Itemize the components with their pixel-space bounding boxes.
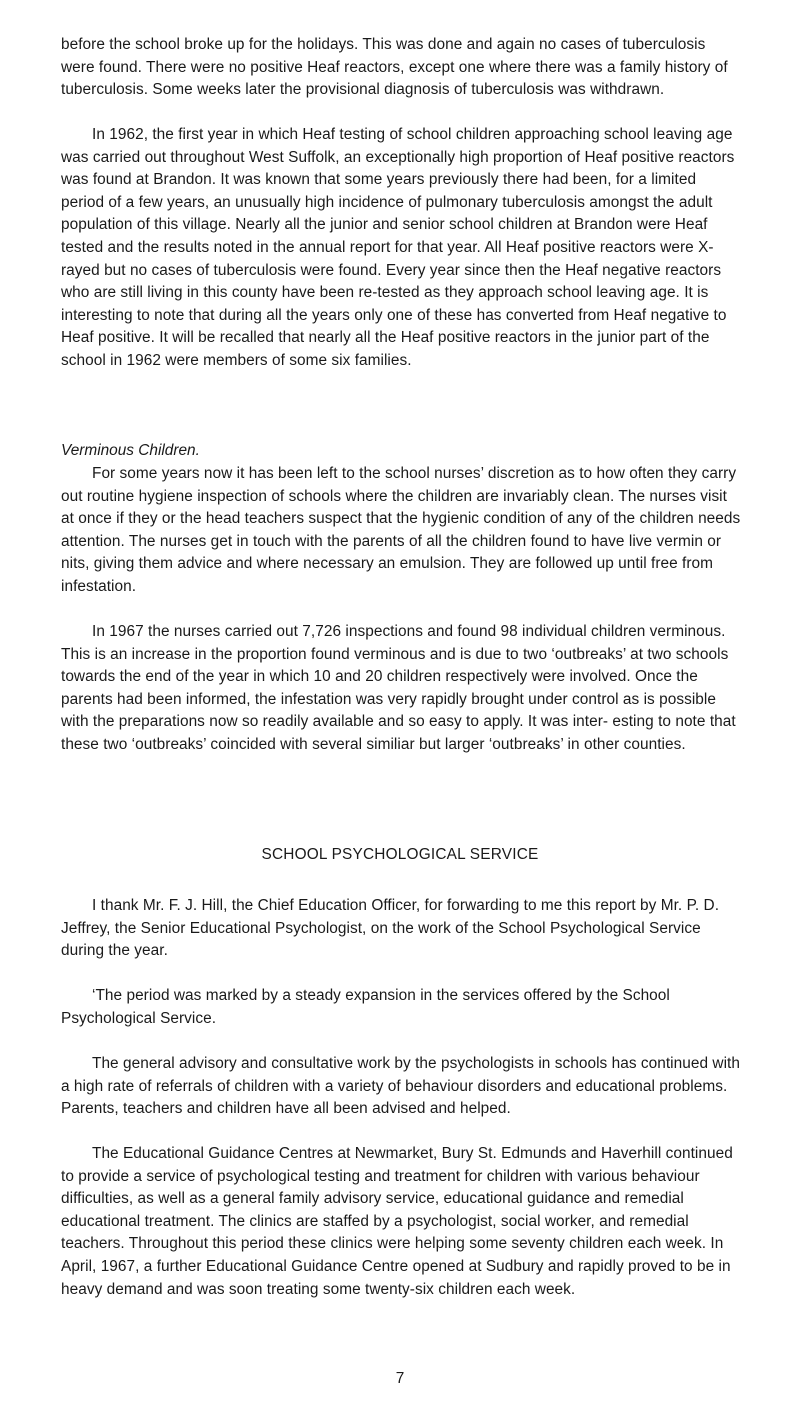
heading-school-psychological-service: SCHOOL PSYCHOLOGICAL SERVICE xyxy=(261,846,539,863)
paragraph-hygiene-inspection: For some years now it has been left to the school nurses’ discretion as to how often they carry out routine hygiene inspection of schools where the children are invariably clean. The nurses visit at once if they or the head teachers suspect that the hygienic condition of any of the children needs attention. The nurses get in touch with the parents of all the children found to have live vermin or nits, giving them advice and where necessary an emulsion. They are followed up until free from infestation. xyxy=(61,465,741,595)
paragraph-guidance-centres: The Educational Guidance Centres at Newmarket, Bury St. Edmunds and Haverhill continued to provide a service of psychological testing and treatment for children with various behaviour difficulties, as well as a general family advisory service, educational guidance and remedial educational treatment. The clinics are staffed by a psychologist, social worker, and remedial teachers. Throughout this period these clinics were helping some seventy children each week. In April, 1967, a further Educational Guidance Centre opened at Sudbury and rapidly proved to be in heavy demand and was soon treating some twenty-six children each week. xyxy=(61,1145,733,1298)
paragraph-1967-inspections: In 1967 the nurses carried out 7,726 inspections and found 98 individual children verminous. This is an increase in the proportion found verminous and is due to two ‘outbreaks’ at two schools towards the end of the year in which 10 and 20 children respectively were involved. Once the parents had been informed, the infestation was very rapidly brought under control as is possible with the preparations now so readily available and so easy to apply. It was inter- esting to note that these two ‘outbreaks’ coincided with several similiar but larger ‘outbreaks’ in other counties. xyxy=(61,623,736,753)
paragraph-brandon-heaf: In 1962, the first year in which Heaf testing of school children approaching school leaving age was carried out throughout West Suffolk, an exceptionally high proportion of Heaf positive reactors was found at Brandon. It was known that some years previously there had been, for a limited period of a few years, an unusually high incidence of pulmonary tuberculosis amongst the adult population of this village. Nearly all the junior and senior school children at Brandon were Heaf tested and the results noted in the annual report for that year. All Heaf positive reactors were X-rayed but no cases of tuberculosis were found. Every year since then the Heaf negative reactors who are still living in this county have been re-tested as they approach school leaving age. It is interesting to note that during all the years only one of these has converted from Heaf negative to Heaf positive. It will be recalled that nearly all the Heaf positive reactors in the junior part of the school in 1962 were members of some six families. xyxy=(61,126,735,369)
paragraph-steady-expansion: ‘The period was marked by a steady expansion in the services offered by the School Psychological Service. xyxy=(61,987,670,1027)
paragraph-thanks: I thank Mr. F. J. Hill, the Chief Education Officer, for forwarding to me this report by Mr. P. D. Jeffrey, the Senior Educational Psychologist, on the work of the School Psychological Service during the year. xyxy=(61,897,720,960)
paragraph-tb-followup: before the school broke up for the holidays. This was done and again no cases of tuberculosis were found. There were no positive Heaf reactors, except one where there was a family history of tuberculosis. Some weeks later the provisional diagnosis of tuberculosis was withdrawn. xyxy=(61,36,728,99)
heading-verminous-children: Verminous Children. xyxy=(61,442,200,459)
paragraph-advisory-work: The general advisory and consultative work by the psychologists in schools has continued with a high rate of referrals of children with a variety of behaviour disorders and educational problems. Parents, teachers and children have all been advised and helped. xyxy=(61,1055,740,1118)
page-number: 7 xyxy=(395,1370,405,1387)
